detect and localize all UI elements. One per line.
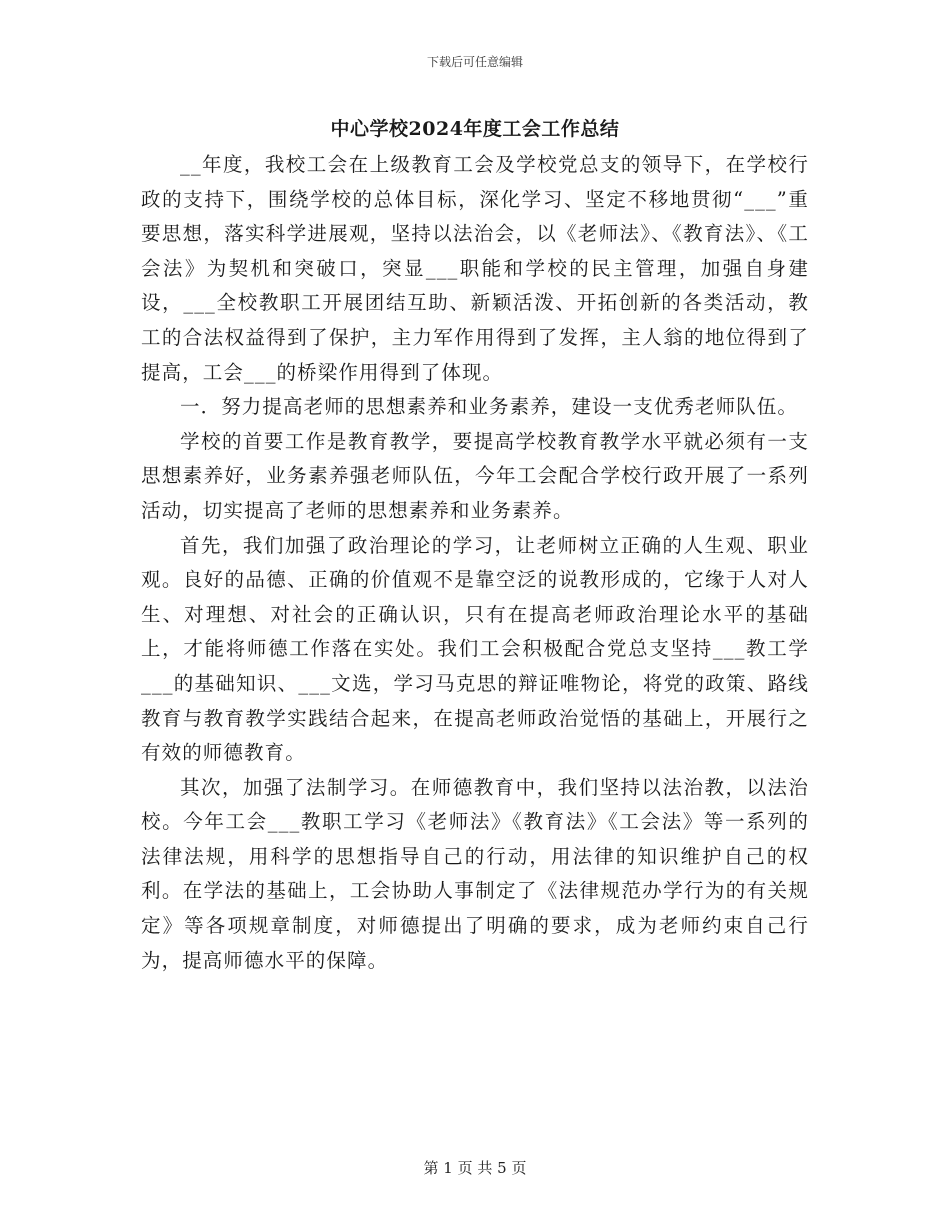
paragraph-intro: __年度，我校工会在上级教育工会及学校党总支的领导下，在学校行政的支持下，围绕学校的总体目标，深化学习、坚定不移地贯彻“___”重要思想，落实科学进展观，坚持以法治会，以《老师法》、《教育法》、《工会法》为契机和突破口，突显___职能和学校的民主管理，加强自身建设，___全校教职工开展团结互助、新颖活泼、开拓创新的各类活动，教工的合法权益得到了保护，主力军作用得到了发挥，主人翁的地位得到了提高，工会___的桥梁作用得到了体现。 (141, 153, 809, 384)
paragraph-political-study: 首先，我们加强了政治理论的学习，让老师树立正确的人生观、职业观。良好的品德、正确的价值观不是靠空泛的说教形成的，它缘于人对人生、对理想、对社会的正确认识，只有在提高老师政治理论水平的基础上，才能将师德工作落在实处。我们工会积极配合党总支坚持___教工学___的基础知识、___文选，学习马克思的辩证唯物论，将党的政策、路线教育与教育教学实践结合起来，在提高老师政治觉悟的基础上，开展行之有效的师德教育。 (141, 533, 809, 765)
document-title: 中心学校2024年度工会工作总结 (330, 118, 620, 140)
paragraph-section-heading: 一．努力提高老师的思想素养和业务素养，建设一支优秀老师队伍。 (180, 395, 799, 419)
paragraph-legal-study: 其次，加强了法制学习。在师德教育中，我们坚持以法治教，以法治校。今年工会___教职工学习《老师法》《教育法》《工会法》等一系列的法律法规，用科学的思想指导自己的行动，用法律的知识维护自己的权利。在学法的基础上，工会协助人事制定了《法律规范办学行为的有关规定》等各项规章制度，对师德提出了明确的要求，成为老师约束自己行为，提高师德水平的保障。 (141, 775, 809, 972)
paragraph-teaching: 学校的首要工作是教育教学，要提高学校教育教学水平就必须有一支思想素养好，业务素养强老师队伍，今年工会配合学校行政开展了一系列活动，切实提高了老师的思想素养和业务素养。 (141, 429, 809, 522)
document-body (141, 148, 809, 978)
page-header-note: 下载后可任意编辑 (426, 55, 523, 69)
page-number: 第 1 页 共 5 页 (423, 1159, 527, 1177)
